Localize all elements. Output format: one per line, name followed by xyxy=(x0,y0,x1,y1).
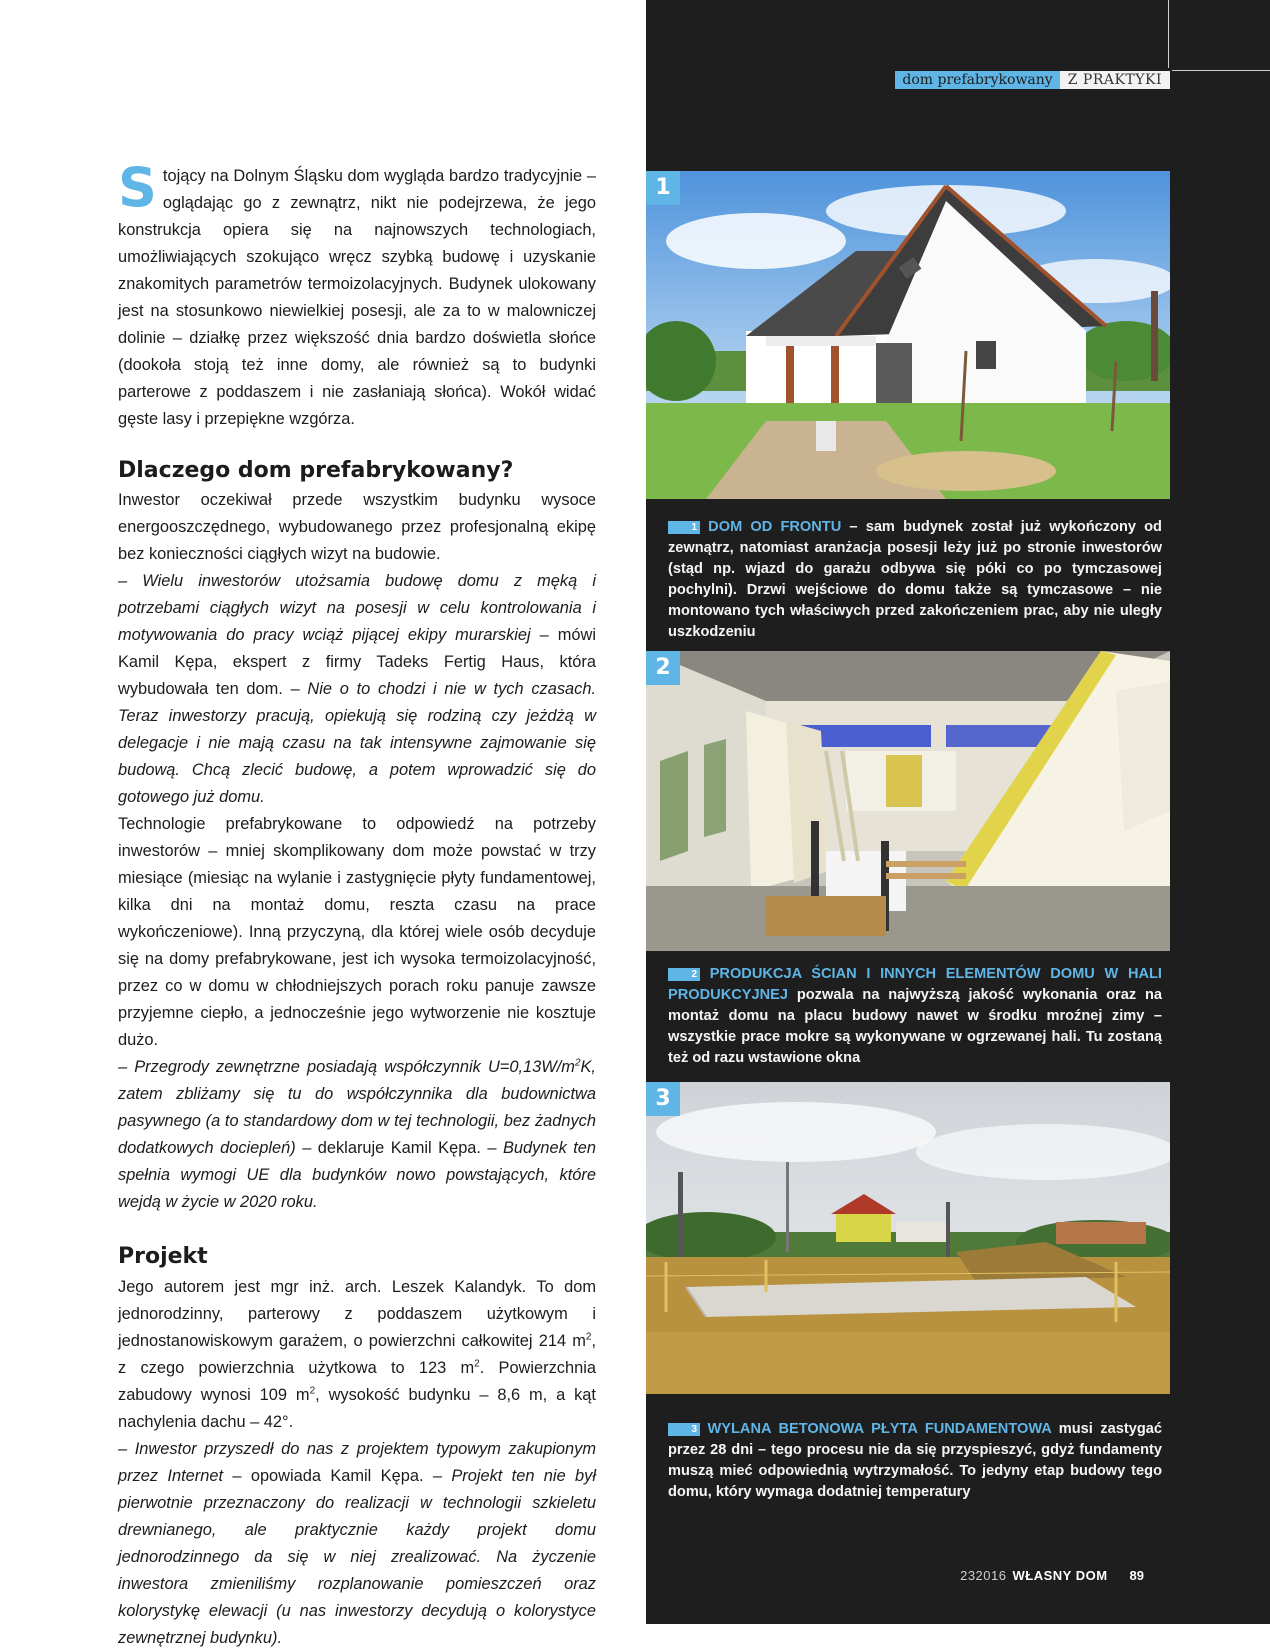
caption-text: – sam budynek został już wykończony od zewnątrz, natomiast aranżacja posesji leży już po stronie inwestorów (stąd np. wjazd do garażu odbywa się póki co po tymczasowej pochylni). Drzwi wejściowe do domu także są tymczasowe – nie montowano tych właściwych przed zakończeniem prac, aby nie uległy uszkodzeniu xyxy=(668,519,1162,640)
caption-text: musi zastygać przez 28 dni – tego procesu nie da się przyspieszyć, gdyż fundamenty muszą mieć odpowiednią wytrzymałość. To jedyny etap budowy tego domu, który wymaga dodatniej temperatury xyxy=(668,1421,1162,1500)
superscript: 2 xyxy=(474,1358,480,1370)
magazine-name: WŁASNY DOM xyxy=(1012,1568,1108,1583)
page-number: 89 xyxy=(1129,1568,1144,1583)
photo-foundation-slab xyxy=(646,1082,1170,1394)
header-section: Z PRAKTYKI xyxy=(1060,71,1170,89)
quote-text: – Inwestor przyszedł do nas z projektem typowym zakupionym przez Internet xyxy=(118,1440,596,1485)
superscript: 2 xyxy=(574,1057,581,1069)
quote-text: – Przegrody zewnętrzne posiadają współczynnik U=0,13W/m xyxy=(118,1058,575,1076)
attribution-text: – opowiada Kamil Kępa. xyxy=(223,1467,433,1485)
page-footer xyxy=(646,1568,1144,1583)
caption-text: pozwala na najwyższą jakość wykonania oraz na montaż domu na placu budowy nawet w środku mroźnej zimy – wszystkie prace mokre są wykonywane w ogrzewanej hali. Tu zostaną też od razu wstawione okna xyxy=(668,987,1162,1066)
caption-1 xyxy=(668,517,1162,643)
quote-text: – Nie o to chodzi i nie w tych czasach. Teraz inwestorzy pracują, opiekują się rodziną czy jeżdżą w delegacje i nie mają czasu na tak intensywne zajmowanie się budową. Chcą zlecić budowę, a potem wprowadzić się do gotowego już domu. xyxy=(118,680,597,806)
intro-text: tojący na Dolnym Śląsku dom wygląda bardzo tradycyjnie – oglądając go z zewnątrz, nikt nie podejrzewa, że jego konstrukcja opiera się na najnowszych technologiach, umożliwiających szokująco wręcz szybką budowę i uzyskanie znakomitych parametrów termoizolacyjnych. Budynek ulokowany jest na stosunkowo niewielkiej posesji, ale za to w malowniczej dolinie – działkę przez większość dnia bardzo doświetla słońce (dookoła stoją też inne domy, ale również są to budynki parterowe z poddaszem i nie zasłaniają słońca). Wokół widać gęste lasy i przepiękne wzgórza. xyxy=(118,167,596,428)
intro-paragraph xyxy=(118,156,596,433)
why-quote-paragraph-1 xyxy=(118,568,596,811)
issue-number: 232016 xyxy=(960,1568,1007,1583)
superscript: 2 xyxy=(309,1385,316,1397)
heading-why-prefab: Dlaczego dom prefabrykowany? xyxy=(118,458,514,483)
photo-house-front xyxy=(646,171,1170,499)
caption-number: 2 xyxy=(668,968,700,981)
why-paragraph-1: Inwestor oczekiwał przede wszystkim budynku wysoce energooszczędnego, wybudowanego przez profesjonalną ekipę bez konieczności ciągłych wizyt na budowie. xyxy=(118,491,596,563)
heading-project: Projekt xyxy=(118,1244,208,1269)
crop-mark-horizontal xyxy=(1172,70,1270,71)
caption-number: 1 xyxy=(668,521,700,534)
quote-text: – Projekt ten nie był pierwotnie przeznaczony do realizacji w technologii szkieletu drewnianego, ale praktycznie każdy projekt domu jednorodzinnego da się w niej zrealizować. Na życzenie inwestora zmieniliśmy rozplanowanie pomieszczeń oraz kolorystykę elewacji (u nas inwestorzy decydują o kolorystyce zewnętrznej budynku). xyxy=(118,1467,596,1647)
project-quote-paragraph xyxy=(118,1436,596,1652)
house-illustration xyxy=(646,171,1170,499)
hall-illustration xyxy=(646,651,1170,951)
quote-text: – Wielu inwestorów utożsamia budowę domu z męką i potrzebami ciągłych wizyt na posesji w celu kontrolowania i motywowania do pracy wciąż pijącej ekipy murarskiej xyxy=(118,572,596,644)
quote-text: K, zatem zbliżamy się tu do współczynnika dla budownictwa pasywnego (a to standardowy dom w tej technologii, bez żadnych dodatkowych dociepleń) xyxy=(118,1058,596,1157)
photo-number-badge: 3 xyxy=(646,1082,680,1116)
article-column xyxy=(118,156,597,1652)
photo-number-badge: 2 xyxy=(646,651,680,685)
why-quote-paragraph-2 xyxy=(118,1054,596,1216)
project-paragraph xyxy=(118,1274,596,1436)
superscript: 2 xyxy=(585,1331,592,1343)
caption-lead: WYLANA BETONOWA PŁYTA FUNDAMENTOWA xyxy=(707,1421,1052,1437)
caption-3 xyxy=(668,1419,1162,1503)
project-text: Jego autorem jest mgr inż. arch. Leszek Kalandyk. To dom jednorodzinny, parterowy z poddaszem użytkowym i jednostanowiskowym garażem, o powierzchni całkowitej 214 m xyxy=(118,1278,596,1350)
project-text: , wysokość budynku – 8,6 m, a kąt nachylenia dachu – 42°. xyxy=(118,1386,596,1431)
project-text: . Powierzchnia zabudowy wynosi 109 m xyxy=(118,1359,596,1404)
slab-illustration xyxy=(646,1082,1170,1394)
header-category: dom prefabrykowany xyxy=(895,71,1059,89)
header-tag xyxy=(895,71,1170,89)
caption-2 xyxy=(668,964,1162,1069)
why-paragraph-2: Technologie prefabrykowane to odpowiedź na potrzeby inwestorów – mniej skomplikowany dom może powstać w trzy miesiące (miesiąc na wylanie i zastygnięcie płyty fundamentowej, kilka dni na montaż domu, reszta czasu na prace wykończeniowe). Inną przyczyną, dla której wiele osób decyduje się na domy prefabrykowane, jest ich wysoka termoizolacyjność, przez co w domu w chłodniejszych porach roku panuje zawsze przyjemne ciepło, a jednocześnie jego wytworzenie nie kosztuje dużo. xyxy=(118,815,596,1049)
caption-number: 3 xyxy=(668,1423,700,1436)
attribution-text: – deklaruje Kamil Kępa. xyxy=(295,1139,488,1157)
photo-production-hall xyxy=(646,651,1170,951)
crop-mark-vertical xyxy=(1168,0,1169,68)
caption-lead: PRODUKCJA ŚCIAN I INNYCH ELEMENTÓW DOMU W HALI PRODUKCYJNEJ xyxy=(668,966,1162,1003)
dropcap: S xyxy=(118,156,157,219)
caption-lead: DOM OD FRONTU xyxy=(708,519,842,535)
quote-text: – Budynek ten spełnia wymogi UE dla budynków nowo powstających, które wejdą w życie w 2020 roku. xyxy=(118,1139,596,1211)
project-text: , z czego powierzchnia użytkowa to 123 m xyxy=(118,1332,596,1377)
photo-number-badge: 1 xyxy=(646,171,680,205)
attribution-text: – mówi Kamil Kępa, ekspert z firmy Tadeks Fertig Haus, która wybudowała ten dom. xyxy=(118,626,596,698)
